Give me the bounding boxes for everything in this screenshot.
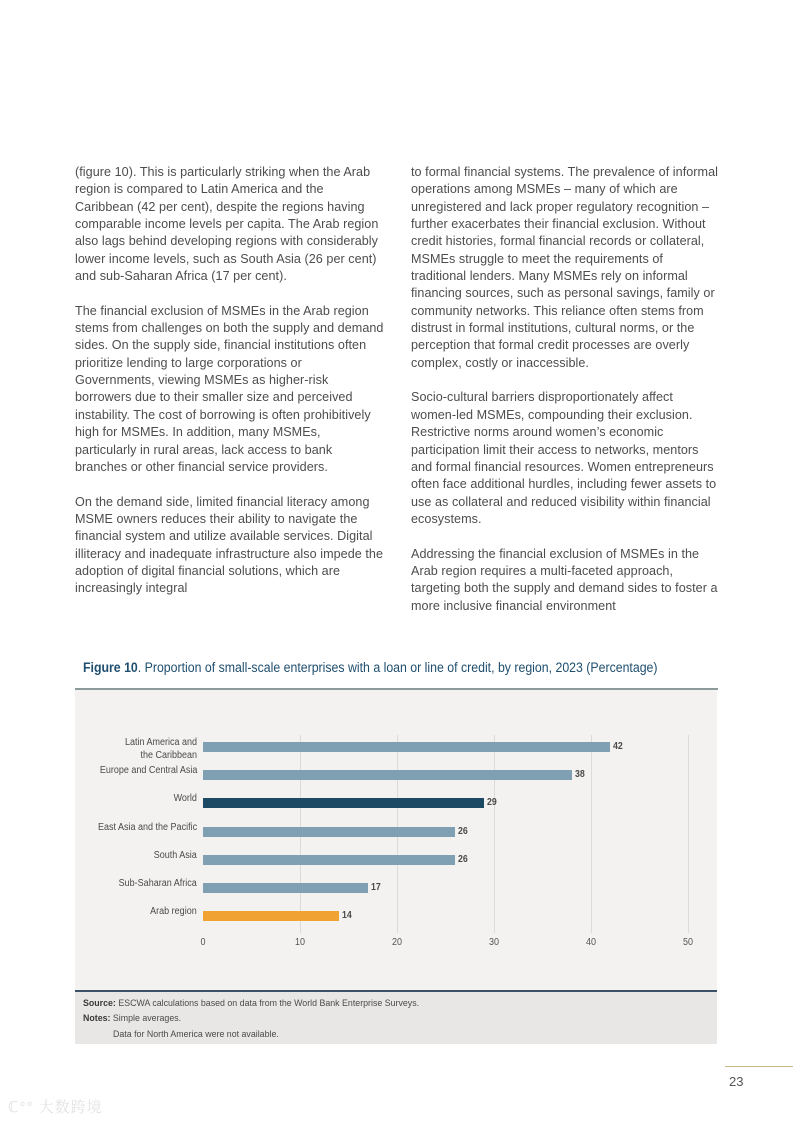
x-tick-label: 30 <box>488 937 500 948</box>
bar <box>203 770 572 780</box>
paragraph: (figure 10). This is particularly striking when the Arab region is compared to Latin America and the Caribbean (42 per cent), despite the regions having comparable income levels per capita. The Arab region also lags behind developing regions with considerably lower income levels, such as South Asia (26 per cent) and sub-Saharan Africa (17 per cent). <box>75 165 379 284</box>
category-label: Arab region <box>150 906 197 918</box>
category-label: Latin America and the Caribbean <box>124 737 197 761</box>
bar <box>203 911 339 921</box>
notes-line: Notes: Simple averages. <box>83 1013 182 1024</box>
left-text-column <box>75 164 385 615</box>
gridline <box>591 735 592 933</box>
paragraph: Addressing the financial exclusion of MSMEs in the Arab region requires a multi-faceted approach, targeting both the supply and demand sides to foster a more inclusive financial environment <box>411 546 718 613</box>
figure-caption-text: . Proportion of small-scale enterprises with a loan or line of credit, by region, 2023 (Percentage) <box>137 660 658 675</box>
value-label: 26 <box>458 825 468 837</box>
gridline <box>494 735 495 933</box>
value-label: 26 <box>458 853 468 865</box>
bar <box>203 827 455 837</box>
category-label: South Asia <box>153 849 197 861</box>
bar <box>203 855 455 865</box>
bar <box>203 883 368 893</box>
value-label: 17 <box>370 882 381 893</box>
page-number-rule <box>725 1066 793 1067</box>
figure-notes <box>75 990 717 1044</box>
notes-line-2: Data for North America were not available. <box>113 1029 279 1040</box>
bar <box>203 742 610 752</box>
bar <box>203 798 484 808</box>
value-label: 42 <box>613 741 624 752</box>
x-tick-label: 10 <box>294 937 306 948</box>
category-label: Sub-Saharan Africa <box>118 878 197 889</box>
x-tick-label: 20 <box>391 937 403 948</box>
paragraph: Socio-cultural barriers disproportionately affect women-led MSMEs, compounding their exclusion. Restrictive norms around women’s economic participation limit their access to networks, mentors and formal financial resources. Women entrepreneurs often face additional hurdles, including fewer assets to use as collateral and reduced visibility within financial ecosystems. <box>411 390 717 526</box>
source-line: Source: ESCWA calculations based on data from the World Bank Enterprise Surveys. <box>83 998 420 1009</box>
category-label: East Asia and the Pacific <box>97 821 197 833</box>
page-number: 23 <box>729 1074 744 1089</box>
watermark-logo-icon: ℂ°° <box>8 1099 39 1116</box>
gridline <box>688 735 689 933</box>
value-label: 29 <box>487 797 498 809</box>
category-label: Europe and Central Asia <box>99 765 197 777</box>
value-label: 38 <box>574 769 585 781</box>
right-text-column <box>411 164 721 632</box>
category-label: World <box>173 793 197 805</box>
value-label: 14 <box>341 910 352 922</box>
paragraph: On the demand side, limited financial literacy among MSME owners reduces their ability to navigate the financial system and utilize available services. Digital illiteracy and inadequate infrastructure also impede the adoption of digital financial solutions, which are increasingly integral <box>75 494 384 596</box>
paragraph: to formal financial systems. The prevalence of informal operations among MSMEs – many of which are unregistered and lack proper regulatory recognition – further exacerbates their financial exclusion. Without credit histories, formal financial records or collateral, MSMEs struggle to meet the requirements of traditional lenders. Many MSMEs rely on informal financing sources, such as personal savings, family or community networks. This reliance often stems from distrust in formal institutions, cultural norms, or the perception that formal credit processes are overly complex, costly or inaccessible. <box>411 165 718 370</box>
paragraph: The financial exclusion of MSMEs in the Arab region stems from challenges on both the supply and demand sides. On the supply side, financial institutions often prioritize lending to large corporations or Governments, viewing MSMEs as higher-risk borrowers due to their smaller size and perceived instability. The cost of borrowing is often prohibitively high for MSMEs. In addition, many MSMEs, particularly in rural areas, lack access to bank branches or other financial service providers. <box>75 303 384 474</box>
watermark: ℂ°° 大数跨境 <box>8 1099 103 1116</box>
figure-label: Figure 10 <box>83 660 138 675</box>
x-tick-label: 50 <box>682 937 694 948</box>
figure-caption <box>83 660 658 675</box>
x-tick-label: 0 <box>200 937 206 948</box>
x-tick-label: 40 <box>585 937 597 948</box>
